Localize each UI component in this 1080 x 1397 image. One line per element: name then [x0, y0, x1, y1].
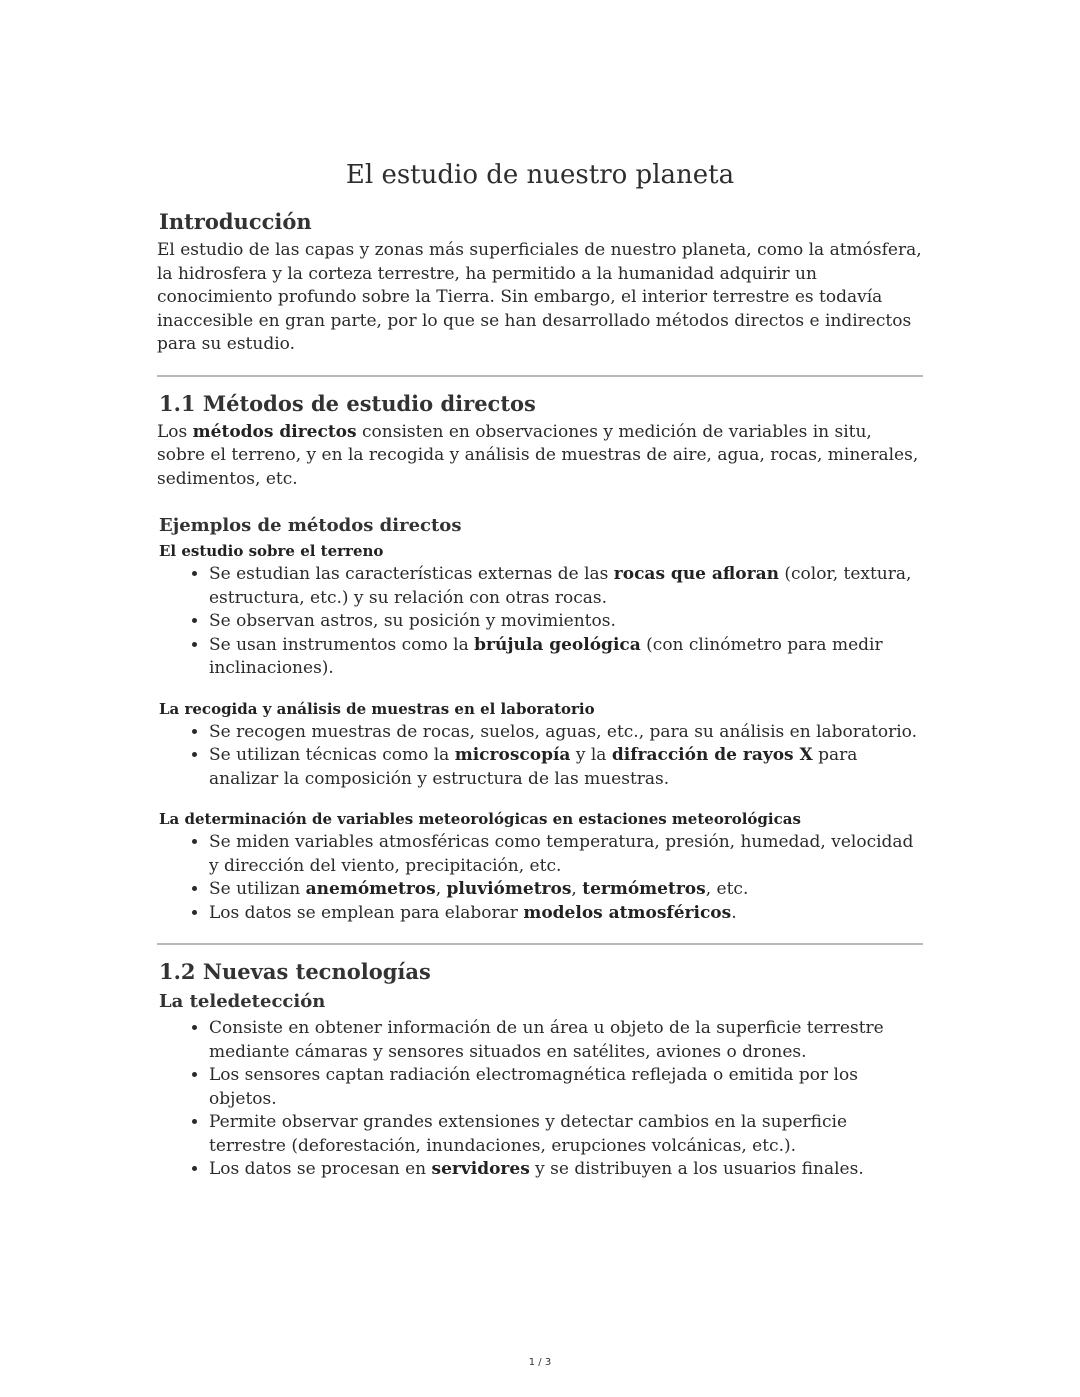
section-divider — [157, 375, 923, 377]
intro-paragraph: El estudio de las capas y zonas más superficiales de nuestro planeta, como la atmósfera, la hidrosfera y la corteza terrestre, ha permitido a la humanidad adquirir un conocimiento profundo sobre la Tierra. Sin embargo, el interior terrestre es todavía inaccesible en gran parte, por lo que se han desarrollado métodos directos e indirectos para su estudio. — [157, 240, 922, 354]
laboratorio-heading: La recogida y análisis de muestras en el laboratorio — [159, 699, 595, 718]
section-divider — [157, 943, 923, 945]
intro-heading: Introducción — [159, 209, 312, 234]
list-item: • Se miden variables atmosféricas como temperatura, presión, humedad, velocidad y dirección del viento, precipitación, etc. — [209, 831, 923, 878]
list-item: • Los datos se procesan en servidores y se distribuyen a los usuarios finales. — [209, 1158, 923, 1182]
laboratorio-list — [157, 721, 923, 792]
page-title: El estudio de nuestro planeta — [345, 160, 735, 190]
list-item: • Se utilizan técnicas como la microscopía y la difracción de rayos X para analizar la composición y estructura de las muestras. — [209, 744, 923, 791]
terreno-list — [157, 563, 923, 681]
list-item: • Se utilizan anemómetros, pluviómetros, termómetros, etc. — [209, 878, 923, 902]
page-number: 1 / 3 — [528, 1357, 552, 1368]
document-page — [157, 157, 923, 1182]
section-1-1-paragraph: Los métodos directos consisten en observaciones y medición de variables in situ, sobre el terreno, y en la recogida y análisis de muestras de aire, agua, rocas, minerales, sedimentos, etc. — [157, 421, 919, 489]
meteo-heading: La determinación de variables meteorológicas en estaciones meteorológicas — [159, 810, 801, 828]
section-1-2-heading: 1.2 Nuevas tecnologías — [159, 959, 431, 984]
section-1-1-heading: 1.1 Métodos de estudio directos — [159, 390, 536, 416]
list-item: • Se usan instrumentos como la brújula geológica (con clinómetro para medir inclinaciones). — [209, 634, 923, 681]
list-item: • Los datos se emplean para elaborar modelos atmosféricos. — [209, 902, 923, 926]
list-item: • Se estudian las características externas de las rocas que afloran (color, textura, estructura, etc.) y su relación con otras rocas. — [209, 563, 923, 610]
examples-heading: Ejemplos de métodos directos — [159, 515, 462, 536]
list-item: • Se observan astros, su posición y movimientos. — [209, 610, 923, 634]
list-item: • Permite observar grandes extensiones y detectar cambios en la superficie terrestre (deforestación, inundaciones, erupciones volcánicas, etc.). — [209, 1111, 923, 1158]
terreno-heading: El estudio sobre el terreno — [159, 542, 384, 560]
list-item: • Se recogen muestras de rocas, suelos, aguas, etc., para su análisis en laboratorio. — [209, 721, 923, 745]
list-item: • Los sensores captan radiación electromagnética reflejada o emitida por los objetos. — [209, 1064, 923, 1111]
meteo-list — [157, 831, 923, 925]
teledeteccion-list — [157, 1017, 923, 1182]
teledeteccion-heading: La teledetección — [159, 991, 326, 1012]
list-item: • Consiste en obtener información de un área u objeto de la superficie terrestre mediante cámaras y sensores situados en satélites, aviones o drones. — [209, 1017, 923, 1064]
